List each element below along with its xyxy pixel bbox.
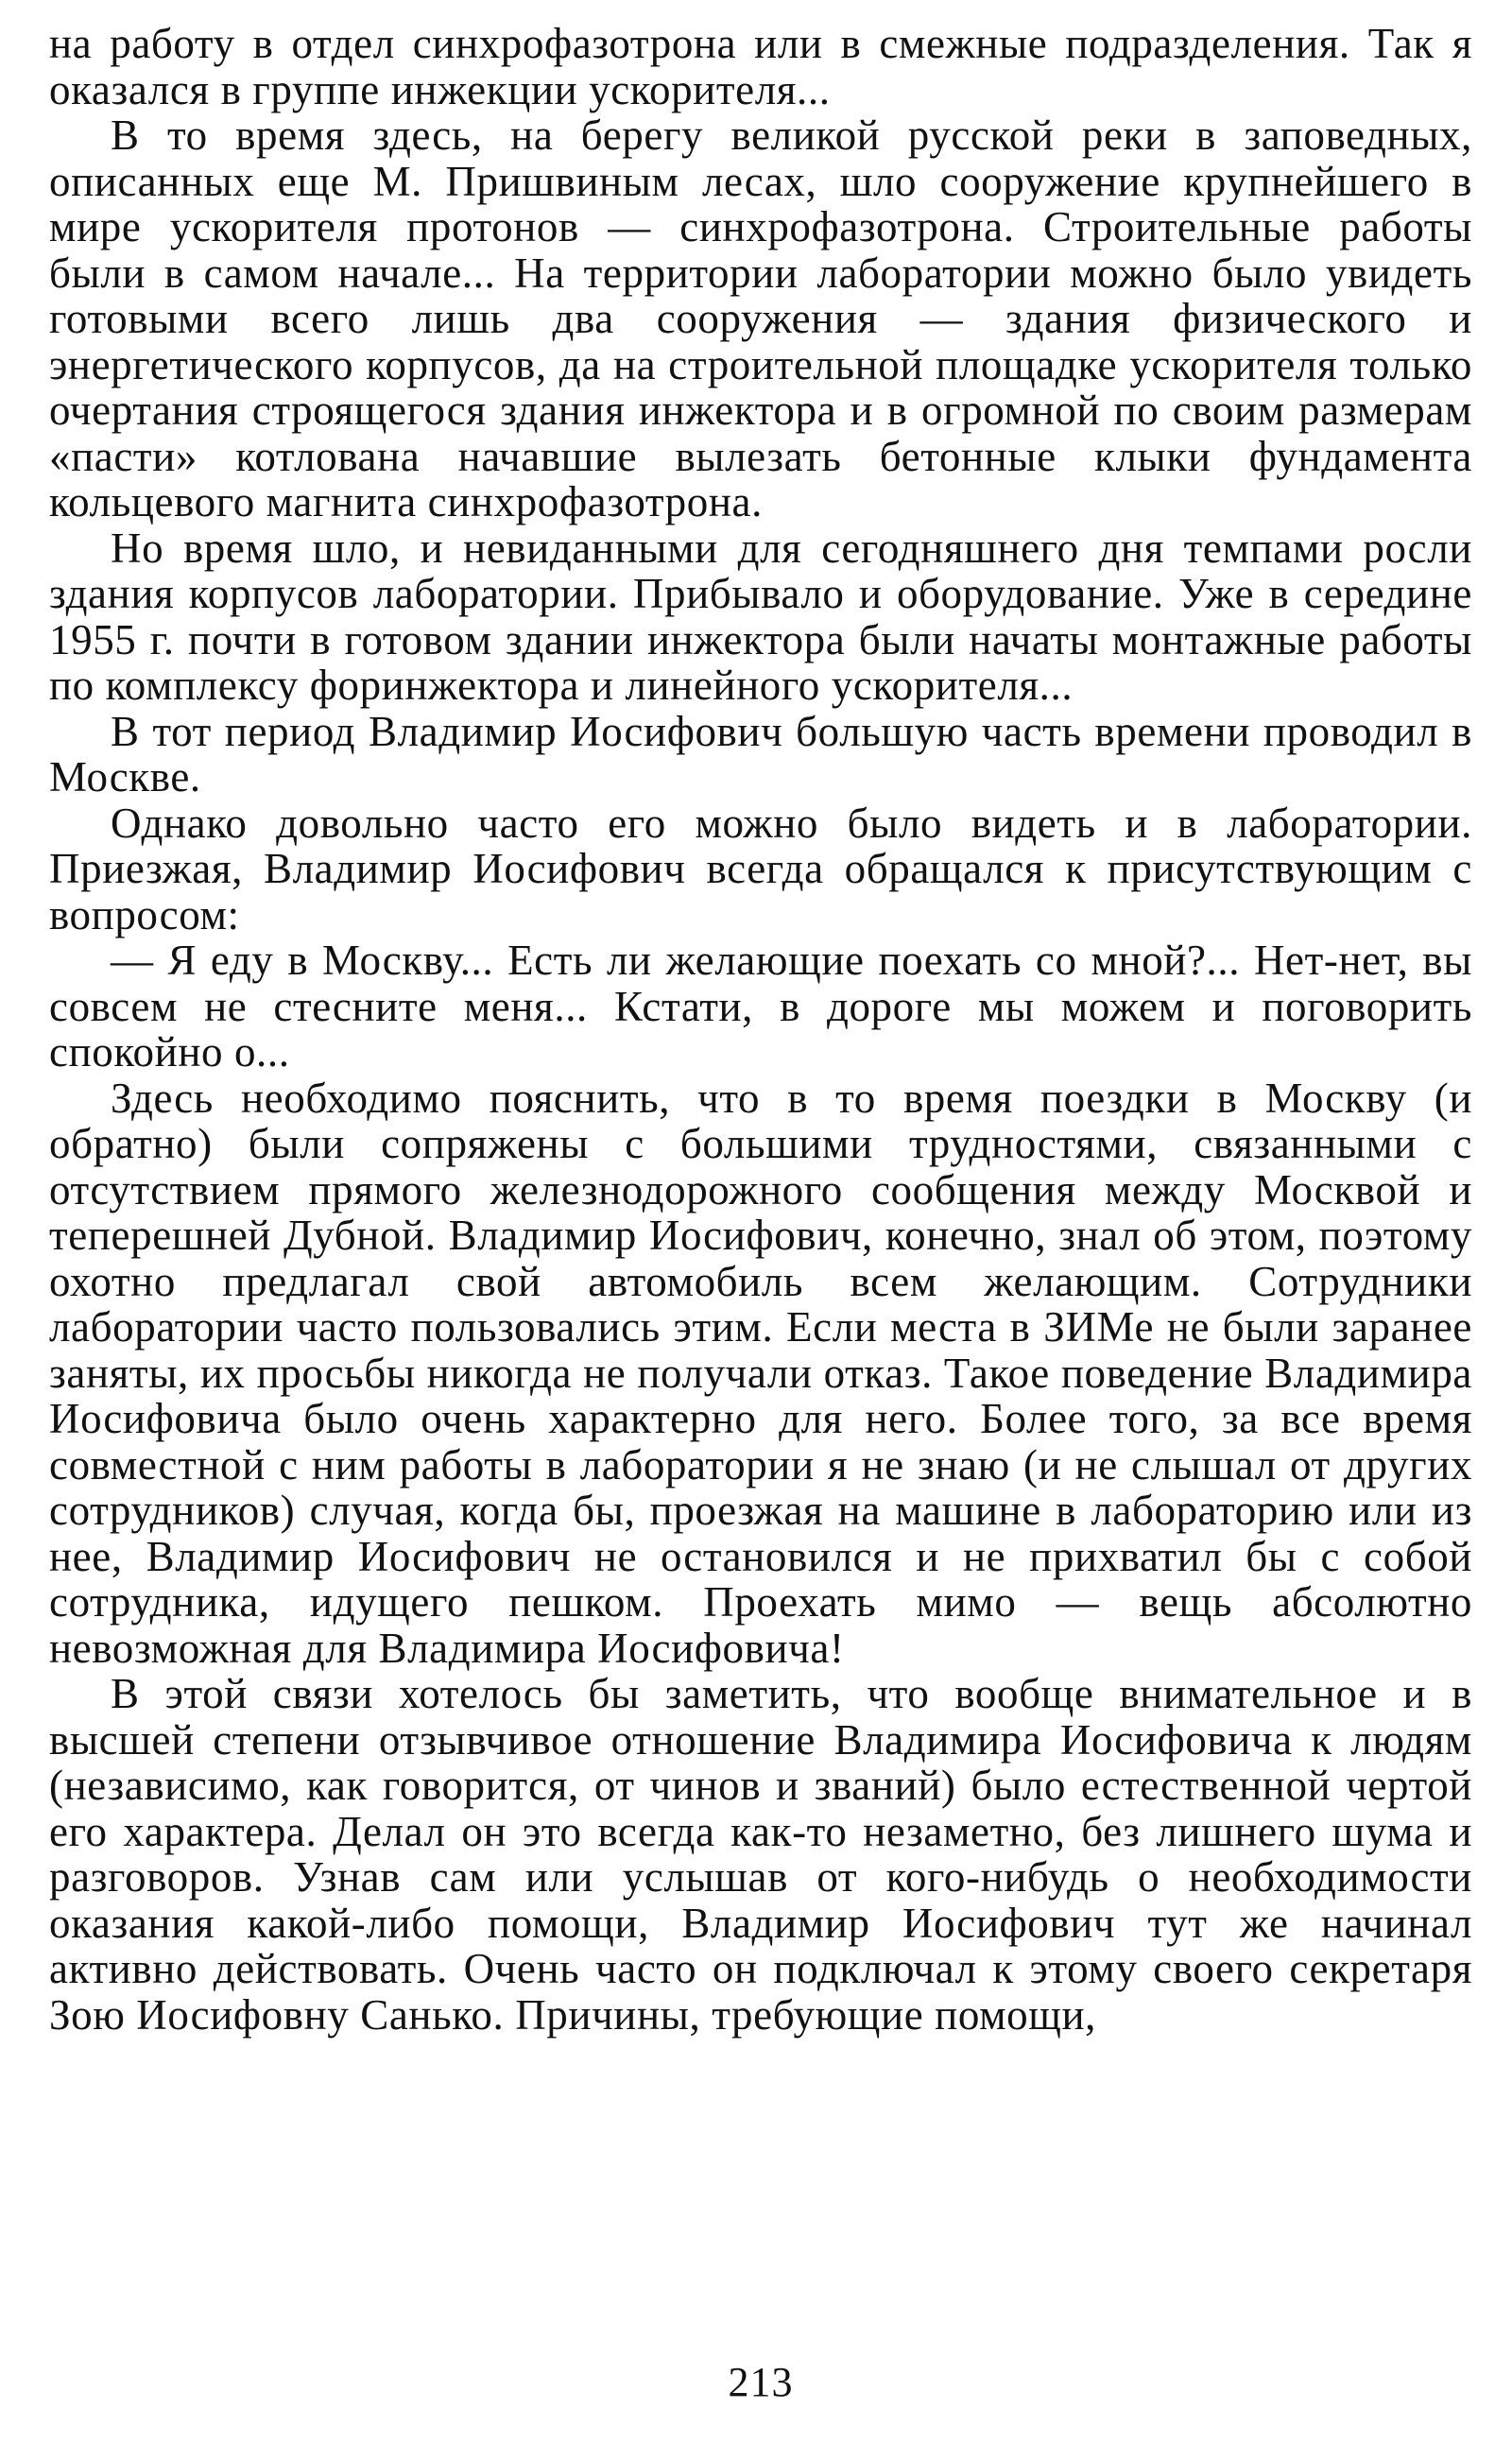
paragraph-continued: на работу в отдел синхрофазотрона или в смежные подразделения. Так я оказался в группе инжекции ускорителя... xyxy=(49,20,1472,113)
book-page xyxy=(49,21,1472,2440)
paragraph-synchrophasotron-construction: В то время здесь, на берегу великой русской реки в заповедных, описанных еще М. Пришвиным лесах, шло сооружение крупнейшего в мире ускорителя протонов — синхрофазотрона. Строительные работы были в самом начале... На территории лаборатории можно было увидеть готовыми всего лишь два сооружения — здания физического и энергетического корпусов, да на строительной площадке ускорителя только очертания строящегося здания инжектора и в огромной по своим размерам «пасти» котлована начавшие вылезать бетонные клыки фундамента кольцевого магнита синхрофазотрона. xyxy=(49,112,1472,525)
page-body-text xyxy=(49,21,1472,2038)
paragraph-trips-to-moscow: Здесь необходимо пояснить, что в то время поездки в Москву (и обратно) были сопряжены с большими трудностями, связанными с отсутствием прямого железнодорожного сообщения между Москвой и теперешней Дубной. Владимир Иосифович, конечно, знал об этом, поэтому охотно предлагал свой автомобиль всем желающим. Сотрудники лаборатории часто пользовались этим. Если места в ЗИМе не были заранее заняты, их просьбы никогда не получали отказ. Такое поведение Владимира Иосифовича было очень характерно для него. Более того, за все время совместной с ним работы в лаборатории я не знаю (и не слышал от других сотрудников) случая, когда бы, проезжая на машине в лабораторию или из нее, Владимир Иосифович не остановился и не прихватил бы с собой сотрудника, идущего пешком. Проехать мимо — вещь абсолютно невозможная для Владимира Иосифовича! xyxy=(49,1074,1472,1672)
paragraph-attentive-attitude: В этой связи хотелось бы заметить, что вообще внимательное и в высшей степени отзывчивое отношение Владимира Иосифовича к людям (независимо, как говорится, от чинов и званий) было естественной чертой его характера. Делал он это всегда как-то незаметно, без лишнего шума и разговоров. Узнав сам или услышав от кого-нибудь о необходимости оказания какой-либо помощи, Владимир Иосифович тут же начинал активно действовать. Очень часто он подключал к этому своего секретаря Зою Иосифовну Санько. Причины, требующие помощи, xyxy=(49,1670,1472,2039)
paragraph-laboratory-growth: Но время шло, и невиданными для сегодняшнего дня темпами росли здания корпусов лаборатории. Прибывало и оборудование. Уже в середине 1955 г. почти в готовом здании инжектора были начаты монтажные работы по комплексу форинжектора и линейного ускорителя... xyxy=(49,524,1472,709)
page-number: 213 xyxy=(728,2359,794,2405)
paragraph-visits-laboratory: Однако довольно часто его можно было видеть и в лаборатории. Приезжая, Владимир Иосифович всегда обращался к присутствующим с вопросом: xyxy=(49,799,1472,938)
paragraph-dialogue-quote: — Я еду в Москву... Есть ли желающие поехать со мной?... Нет-нет, вы совсем не стесните меня... Кстати, в дороге мы можем и поговорить спокойно о... xyxy=(49,937,1472,1076)
paragraph-moscow-period: В тот период Владимир Иосифович большую часть времени проводил в Москве. xyxy=(49,707,1472,800)
